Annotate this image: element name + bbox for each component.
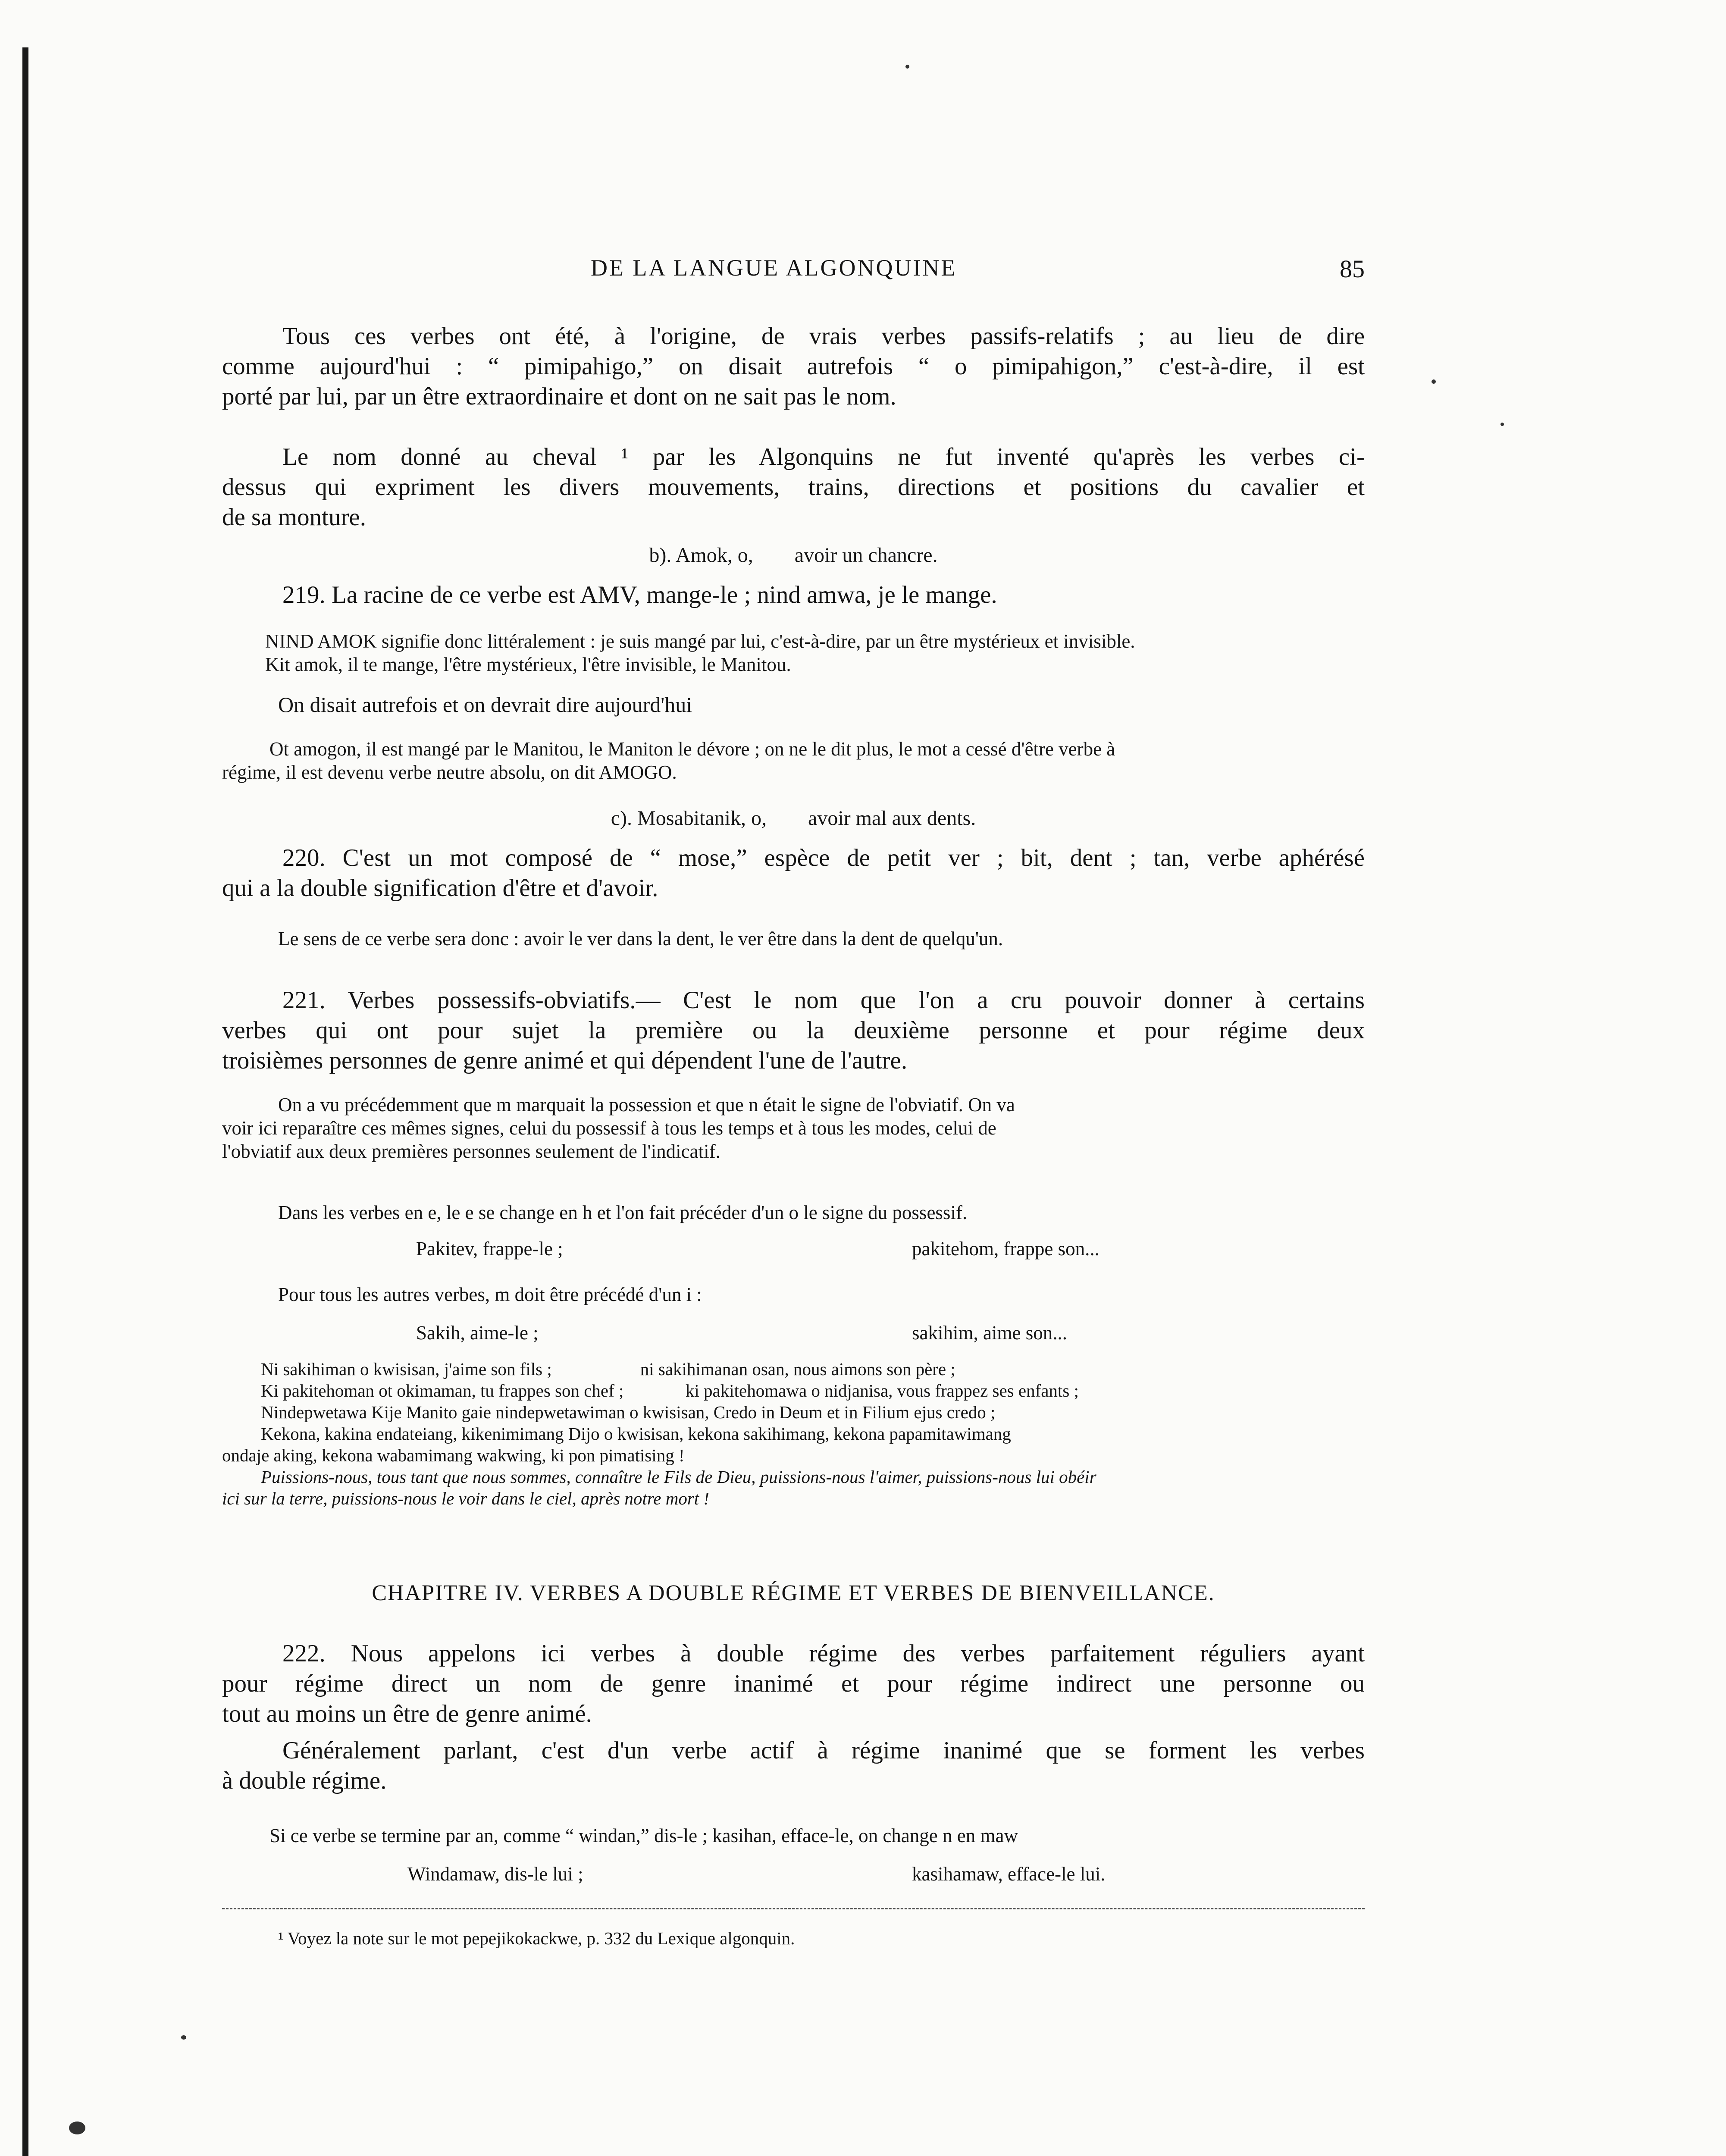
section-221 <box>222 985 1365 1076</box>
section-219 <box>222 580 1365 610</box>
example-right: sakihim, aime son... <box>912 1322 1067 1344</box>
paragraph-intro <box>222 321 1365 412</box>
line-sens <box>222 927 1365 950</box>
running-header <box>222 254 1365 289</box>
section-220 <box>222 843 1365 903</box>
text-line: 222. Nous appelons ici verbes à double régime des verbes parfaitement réguliers ayant <box>282 1640 1365 1667</box>
example-right: kasihamaw, efface-le lui. <box>912 1863 1106 1885</box>
text-line: On disait autrefois et on devrait dire aujourd'hui <box>278 693 692 717</box>
note-line: Kit amok, il te mange, l'être mystérieux, l'être invisible, le Manitou. <box>265 654 791 675</box>
text-line: Si ce verbe se termine par an, comme “ windan,” dis-le ; kasihan, efface-le, on change n en maw <box>269 1825 1018 1846</box>
running-title: DE LA LANGUE ALGONQUINE <box>591 255 957 281</box>
footnote <box>222 1927 1365 1949</box>
text-line: tout au moins un être de genre animé. <box>222 1700 592 1727</box>
subheading-text: b). Amok, o, avoir un chancre. <box>649 544 938 567</box>
text-line: 220. C'est un mot composé de “ mose,” espèce de petit ver ; bit, dent ; tan, verbe aphérésé <box>282 844 1365 871</box>
example-pair-1 <box>222 1238 1365 1260</box>
example-line: Kekona, kakina endateiang, kikenimimang Dijo o kwisisan, kekona sakihimang, kekona papamitawimang <box>261 1424 1011 1444</box>
text-line: 221. Verbes possessifs-obviatifs.— C'est le nom que l'on a cru pouvoir donner à certains <box>282 987 1365 1014</box>
example-pair-3 <box>222 1863 1365 1885</box>
example-pair-2 <box>222 1322 1365 1344</box>
text-line: à double régime. <box>222 1767 387 1794</box>
footnote-rule <box>222 1908 1365 1909</box>
example-line: Ki pakitehoman ot okimaman, tu frappes son chef ; ki pakitehomawa o nidjanisa, vous frappez ses enfants ; <box>261 1381 1079 1401</box>
chapter-heading <box>222 1580 1365 1606</box>
line-dans <box>222 1201 1365 1224</box>
page-number: 85 <box>1340 255 1365 283</box>
example-right: pakitehom, frappe son... <box>912 1238 1100 1260</box>
text-line: 219. La racine de ce verbe est AMV, mange-le ; nind amwa, je le mange. <box>282 581 997 608</box>
text-line: Le nom donné au cheval ¹ par les Algonquins ne fut inventé qu'après les verbes ci- <box>282 443 1365 470</box>
text-line: Pour tous les autres verbes, m doit être précédé d'un i : <box>278 1284 702 1305</box>
paragraph-222b <box>222 1736 1365 1796</box>
scan-speck <box>1432 379 1436 384</box>
note-amogon <box>222 737 1365 784</box>
note-line: régime, il est devenu verbe neutre absolu, on dit AMOGO. <box>222 761 677 783</box>
text-line: l'obviatif aux deux premières personnes seulement de l'indicatif. <box>222 1141 720 1162</box>
note-line: Ot amogon, il est mangé par le Manitou, le Maniton le dévore ; on ne le dit plus, le mot a cessé d'être verbe à <box>269 738 1115 760</box>
text-line: Dans les verbes en e, le e se change en h et l'on fait précéder d'un o le signe du possessif. <box>278 1202 968 1223</box>
paragraph-221b <box>222 1093 1365 1163</box>
text-line: On a vu précédemment que m marquait la possession et que n était le signe de l'obviatif. On va <box>278 1094 1015 1116</box>
paragraph-cheval <box>222 442 1365 533</box>
line-pour <box>222 1283 1365 1306</box>
footnote-text: ¹ Voyez la note sur le mot pepejikokackwe, p. 332 du Lexique algonquin. <box>278 1928 795 1948</box>
note-line: NIND AMOK signifie donc littéralement : je suis mangé par lui, c'est-à-dire, par un être mystérieux et invisible. <box>265 630 1135 652</box>
book-binding-edge <box>22 47 28 2156</box>
text-line: voir ici reparaître ces mêmes signes, celui du possessif à tous les temps et à tous les modes, celui de <box>222 1117 996 1139</box>
example-left: Windamaw, dis-le lui ; <box>407 1863 583 1885</box>
subheading-text: c). Mosabitanik, o, avoir mal aux dents. <box>611 807 976 830</box>
text-line: qui a la double signification d'être et d'avoir. <box>222 874 658 902</box>
examples-list <box>222 1358 1365 1509</box>
text-line: pour régime direct un nom de genre inanimé et pour régime indirect une personne ou <box>222 1670 1365 1697</box>
scan-speck <box>69 2122 85 2134</box>
text-line: Le sens de ce verbe sera donc : avoir le ver dans la dent, le ver être dans la dent de quelqu'un. <box>278 928 1003 950</box>
text-line: Généralement parlant, c'est d'un verbe actif à régime inanimé que se forment les verbes <box>282 1737 1365 1764</box>
text-line: Tous ces verbes ont été, à l'origine, de vrais verbes passifs-relatifs ; au lieu de dire <box>282 323 1365 350</box>
text-line: porté par lui, par un être extraordinaire et dont on ne sait pas le nom. <box>222 383 896 410</box>
line-si <box>222 1824 1365 1847</box>
chapter-title: CHAPITRE IV. VERBES A DOUBLE RÉGIME ET VERBES DE BIENVEILLANCE. <box>372 1581 1215 1605</box>
scan-speck <box>181 2035 186 2040</box>
text-line: dessus qui expriment les divers mouvements, trains, directions et positions du cavalier et <box>222 473 1365 501</box>
section-222 <box>222 1639 1365 1729</box>
example-translation: ici sur la terre, puissions-nous le voir dans le ciel, après notre mort ! <box>222 1489 710 1508</box>
example-left: Pakitev, frappe-le ; <box>416 1238 563 1260</box>
subheading-c <box>222 806 1365 830</box>
line-disait <box>222 692 1365 717</box>
text-line: verbes qui ont pour sujet la première ou la deuxième personne et pour régime deux <box>222 1017 1365 1044</box>
note-219 <box>222 630 1365 676</box>
subheading-b <box>222 543 1365 567</box>
text-line: de sa monture. <box>222 504 366 531</box>
text-line: troisièmes personnes de genre animé et qui dépendent l'une de l'autre. <box>222 1047 908 1074</box>
example-line: Ni sakihiman o kwisisan, j'aime son fils ; ni sakihimanan osan, nous aimons son père ; <box>261 1359 955 1379</box>
example-left: Sakih, aime-le ; <box>416 1322 539 1344</box>
scan-speck <box>905 65 909 69</box>
scan-speck <box>1500 423 1504 426</box>
example-line: ondaje aking, kekona wabamimang wakwing, ki pon pimatising ! <box>222 1445 685 1465</box>
example-translation: Puissions-nous, tous tant que nous sommes, connaître le Fils de Dieu, puissions-nous l'aimer, puissions-nous lui obéir <box>261 1467 1096 1487</box>
text-line: comme aujourd'hui : “ pimipahigo,” on disait autrefois “ o pimipahigon,” c'est-à-dire, il est <box>222 353 1365 380</box>
example-line: Nindepwetawa Kije Manito gaie nindepwetawiman o kwisisan, Credo in Deum et in Filium ejus credo ; <box>261 1402 996 1422</box>
